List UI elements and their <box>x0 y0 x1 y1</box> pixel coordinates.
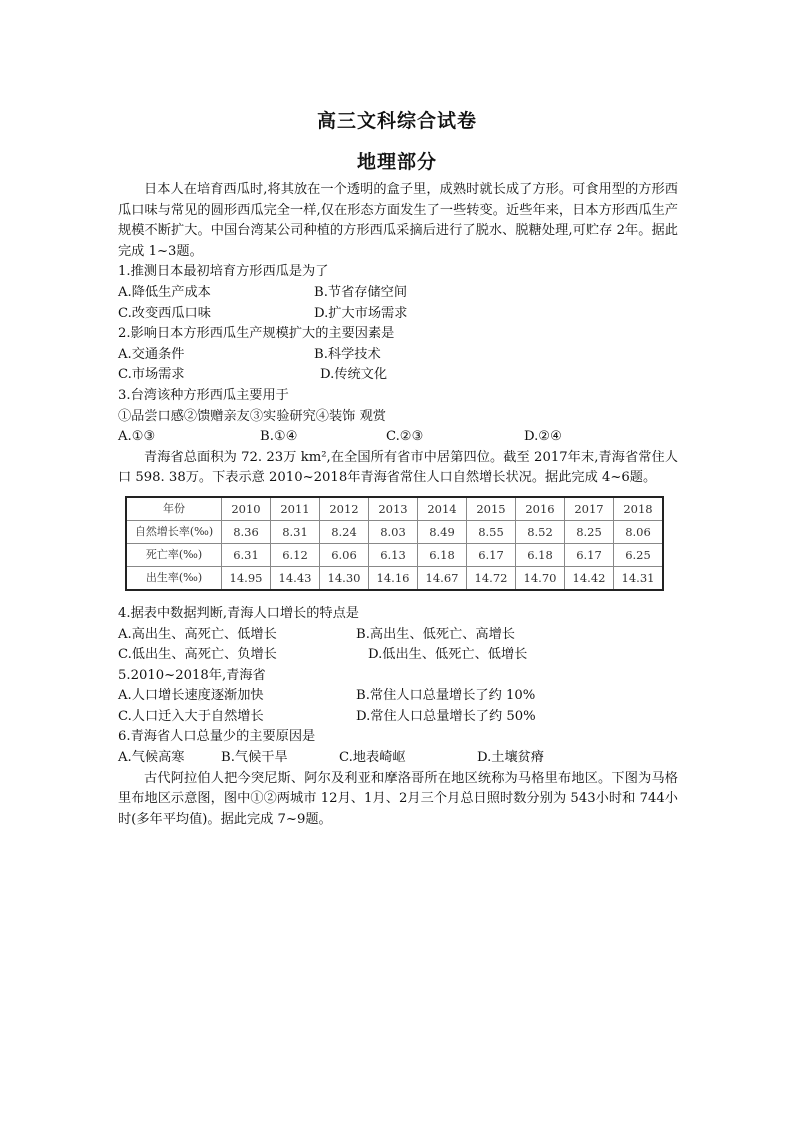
table-cell: 6.31 <box>222 543 271 566</box>
option-5b: B.常住人口总量增长了约 10% <box>356 688 536 704</box>
table-cell: 14.42 <box>565 566 614 590</box>
row-label-death-rate: 死亡率(‰) <box>126 543 222 566</box>
table-cell: 6.17 <box>565 543 614 566</box>
option-5d: D.常住人口总量增长了约 50% <box>356 708 536 724</box>
table-cell: 6.18 <box>418 543 467 566</box>
table-row <box>126 543 663 566</box>
option-4c: C.低出生、高死亡、负增长 <box>118 647 277 663</box>
question-3-stem: 3.台湾该种方形西瓜主要用于 <box>118 387 289 403</box>
question-2-options-row-1 <box>118 345 678 366</box>
table-cell: 14.95 <box>222 566 271 590</box>
table-header-row <box>126 497 663 521</box>
question-3-options <box>118 427 678 448</box>
option-2c: C.市场需求 <box>118 367 185 383</box>
passage-maghreb: 古代阿拉伯人把今突尼斯、阿尔及利亚和摩洛哥所在地区统称为马格里布地区。下图为马格里布地区示意图，图中①②两城市 12月、1月、2月三个月总日照时数分别为 543小时和 744小时(多年平均值)。据此完成 7~9题。 <box>118 770 678 827</box>
passage-qinghai: 青海省总面积为 72. 23万 km²,在全国所有省市中居第四位。截至 2017年末,青海省常住人口 598. 38万。下表示意 2010~2018年青海省常住人口自然增长状况。据此完成 4~6题。 <box>118 449 678 486</box>
table-year: 2014 <box>418 497 467 521</box>
table-cell: 8.49 <box>418 520 467 543</box>
question-6-options <box>118 748 678 769</box>
question-3-items: ①品尝口感②馈赠亲友③实验研究④装饰 观赏 <box>118 408 386 424</box>
option-3d: D.②④ <box>524 429 562 445</box>
option-2a: A.交通条件 <box>118 346 185 362</box>
row-label-natural-growth: 自然增长率(‰) <box>126 520 222 543</box>
option-3b: B.①④ <box>260 429 298 445</box>
table-cell: 14.70 <box>516 566 565 590</box>
population-table <box>125 496 664 591</box>
table-cell: 8.36 <box>222 520 271 543</box>
table-year: 2013 <box>369 497 418 521</box>
passage-watermelon: 日本人在培育西瓜时,将其放在一个透明的盒子里，成熟时就长成了方形。可食用型的方形西瓜口味与常见的圆形西瓜完全一样,仅在形态方面发生了一些转变。近些年来，日本方形西瓜生产规模不断扩大。中国台湾某公司种植的方形西瓜采摘后进行了脱水、脱糖处理,可贮存 2年。据此完成 1~3题。 <box>118 182 678 259</box>
option-5c: C.人口迁入大于自然增长 <box>118 708 264 724</box>
table-cell: 14.43 <box>271 566 320 590</box>
question-5-options-row-1 <box>118 686 678 707</box>
option-3a: A.①③ <box>118 429 156 445</box>
table-cell: 6.18 <box>516 543 565 566</box>
table-cell: 6.06 <box>320 543 369 566</box>
table-cell: 14.30 <box>320 566 369 590</box>
table-cell: 14.16 <box>369 566 418 590</box>
question-2-stem: 2.影响日本方形西瓜生产规模扩大的主要因素是 <box>118 326 395 342</box>
table-cell: 8.55 <box>467 520 516 543</box>
table-cell: 6.12 <box>271 543 320 566</box>
question-1-options-row-1 <box>118 283 678 304</box>
exam-content <box>118 180 678 830</box>
option-4b: B.高出生、低死亡、高增长 <box>356 626 515 642</box>
question-4-stem: 4.据表中数据判断,青海人口增长的特点是 <box>118 605 359 621</box>
section-title: 地理部分 <box>356 151 437 173</box>
option-1a: A.降低生产成本 <box>118 284 211 300</box>
option-2b: B.科学技术 <box>314 346 381 362</box>
option-1d: D.扩大市场需求 <box>314 305 408 321</box>
question-6-stem: 6.青海省人口总量少的主要原因是 <box>118 729 316 745</box>
question-1-options-row-2 <box>118 304 678 325</box>
option-1b: B.节省存储空间 <box>314 284 408 300</box>
table-row <box>126 520 663 543</box>
table-cell: 8.52 <box>516 520 565 543</box>
option-3c: C.②③ <box>386 429 424 445</box>
row-label-birth-rate: 出生率(‰) <box>126 566 222 590</box>
question-2-options-row-2 <box>118 365 678 386</box>
option-2d: D.传统文化 <box>320 367 388 383</box>
option-6d: D.土壤贫瘠 <box>477 750 545 766</box>
table-year: 2018 <box>614 497 664 521</box>
table-cell: 14.67 <box>418 566 467 590</box>
question-4-options-row-1 <box>118 625 678 646</box>
table-year: 2011 <box>271 497 320 521</box>
table-cell: 8.06 <box>614 520 664 543</box>
option-5a: A.人口增长速度逐渐加快 <box>118 688 264 704</box>
question-5-stem: 5.2010~2018年,青海省 <box>118 667 266 683</box>
option-1c: C.改变西瓜口味 <box>118 305 211 321</box>
table-year: 2017 <box>565 497 614 521</box>
table-cell: 8.24 <box>320 520 369 543</box>
table-year: 2012 <box>320 497 369 521</box>
table-year: 2016 <box>516 497 565 521</box>
table-cell: 14.31 <box>614 566 664 590</box>
question-1-stem: 1.推测日本最初培育方形西瓜是为了 <box>118 264 329 280</box>
table-cell: 8.03 <box>369 520 418 543</box>
table-cell: 14.72 <box>467 566 516 590</box>
table-cell: 6.25 <box>614 543 664 566</box>
table-header-label: 年份 <box>126 497 222 521</box>
table-year: 2010 <box>222 497 271 521</box>
table-row <box>126 566 663 590</box>
table-cell: 8.31 <box>271 520 320 543</box>
table-cell: 6.17 <box>467 543 516 566</box>
option-6a: A.气候高寒 <box>118 750 185 766</box>
question-4-options-row-2 <box>118 645 678 666</box>
table-cell: 6.13 <box>369 543 418 566</box>
question-5-options-row-2 <box>118 707 678 728</box>
page-title: 高三文科综合试卷 <box>316 110 477 132</box>
option-4d: D.低出生、低死亡、低增长 <box>368 647 528 663</box>
option-6c: C.地表崎岖 <box>339 750 406 766</box>
option-4a: A.高出生、高死亡、低增长 <box>118 626 277 642</box>
table-cell: 8.25 <box>565 520 614 543</box>
table-year: 2015 <box>467 497 516 521</box>
option-6b: B.气候干旱 <box>221 750 288 766</box>
